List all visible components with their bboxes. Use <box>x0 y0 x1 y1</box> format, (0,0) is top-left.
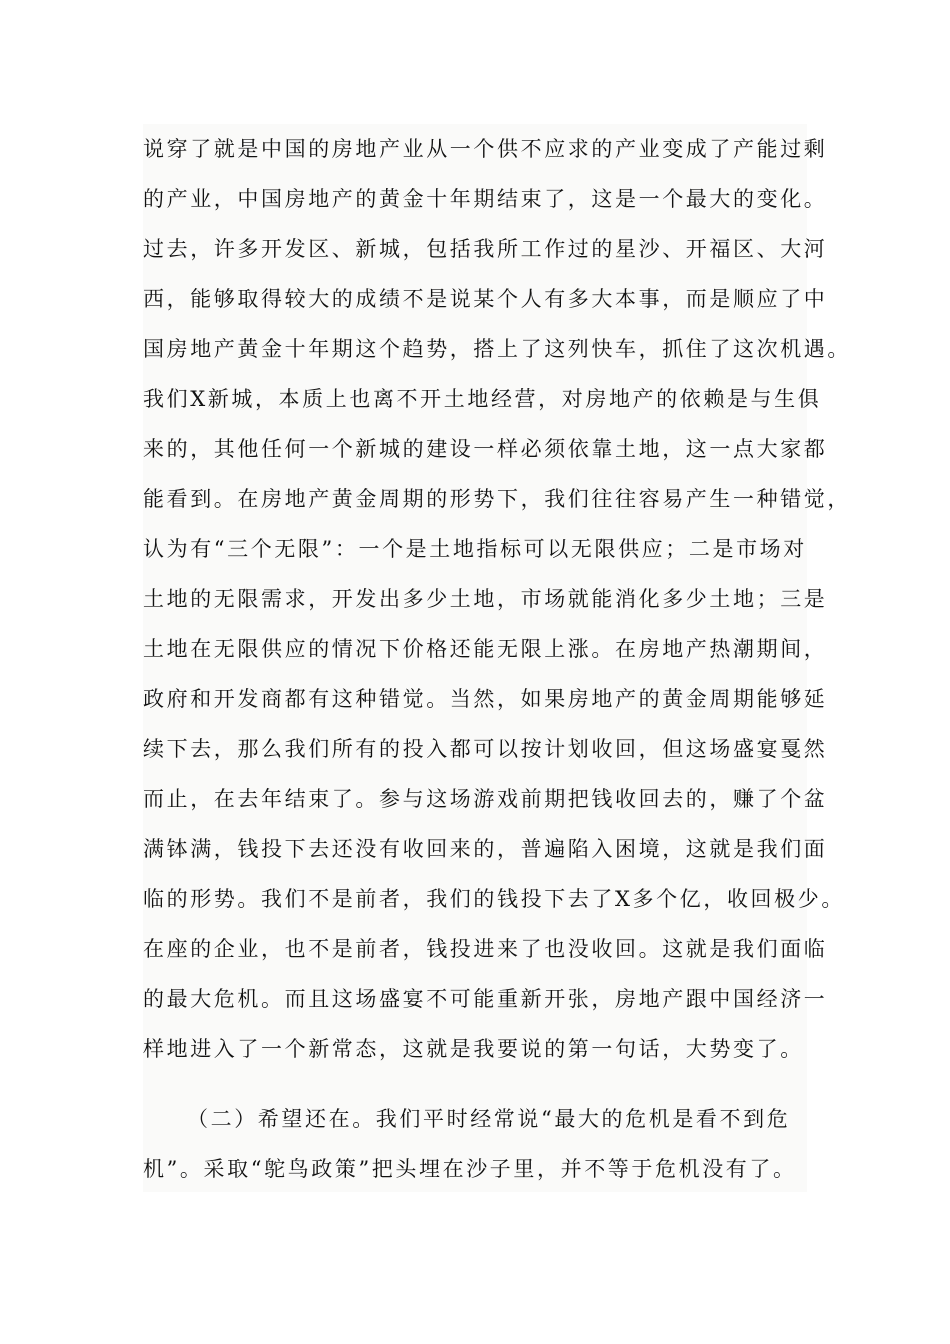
text-line: 能看到。在房地产黄金周期的形势下，我们往往容易产生一种错觉， <box>143 487 851 511</box>
text-line: 过去，许多开发区、新城，包括我所工作过的星沙、开福区、大河 <box>143 237 828 261</box>
text-line: 来的，其他任何一个新城的建设一样必须依靠土地，这一点大家都 <box>143 437 828 461</box>
section-heading-line: （二）希望还在。我们平时经常说“最大的危机是看不到危 <box>187 1107 791 1131</box>
text-line: 说穿了就是中国的房地产业从一个供不应求的产业变成了产能过剩 <box>143 137 828 161</box>
text-line: 国房地产黄金十年期这个趋势，搭上了这列快车，抓住了这次机遇。 <box>143 337 851 361</box>
text-line: 的产业，中国房地产的黄金十年期结束了，这是一个最大的变化。 <box>143 187 828 211</box>
text-line: 的最大危机。而且这场盛宴不可能重新开张，房地产跟中国经济一 <box>143 987 828 1011</box>
text-line: 政府和开发商都有这种错觉。当然，如果房地产的黄金周期能够延 <box>143 687 828 711</box>
text-line: 在座的企业，也不是前者，钱投进来了也没收回。这就是我们面临 <box>143 937 828 961</box>
text-line: 临的形势。我们不是前者，我们的钱投下去了X多个亿，收回极少。 <box>143 887 845 911</box>
text-line: 续下去，那么我们所有的投入都可以按计划收回，但这场盛宴戛然 <box>143 737 828 761</box>
text-line: 样地进入了一个新常态，这就是我要说的第一句话，大势变了。 <box>143 1037 804 1061</box>
text-line: 机”。采取“鸵鸟政策”把头埋在沙子里，并不等于危机没有了。 <box>143 1157 797 1181</box>
text-line: 西，能够取得较大的成绩不是说某个人有多大本事，而是顺应了中 <box>143 287 828 311</box>
text-line: 认为有“三个无限”：一个是土地指标可以无限供应；二是市场对 <box>143 537 807 561</box>
text-line: 而止，在去年结束了。参与这场游戏前期把钱收回去的，赚了个盆 <box>143 787 828 811</box>
text-line: 我们X新城，本质上也离不开土地经营，对房地产的依赖是与生俱 <box>143 387 822 411</box>
text-line: 土地在无限供应的情况下价格还能无限上涨。在房地产热潮期间， <box>143 637 828 661</box>
body-text <box>143 124 851 1192</box>
text-line: 满钵满，钱投下去还没有收回来的，普遍陷入困境，这就是我们面 <box>143 837 828 861</box>
text-line: 土地的无限需求，开发出多少土地，市场就能消化多少土地；三是 <box>143 587 828 611</box>
